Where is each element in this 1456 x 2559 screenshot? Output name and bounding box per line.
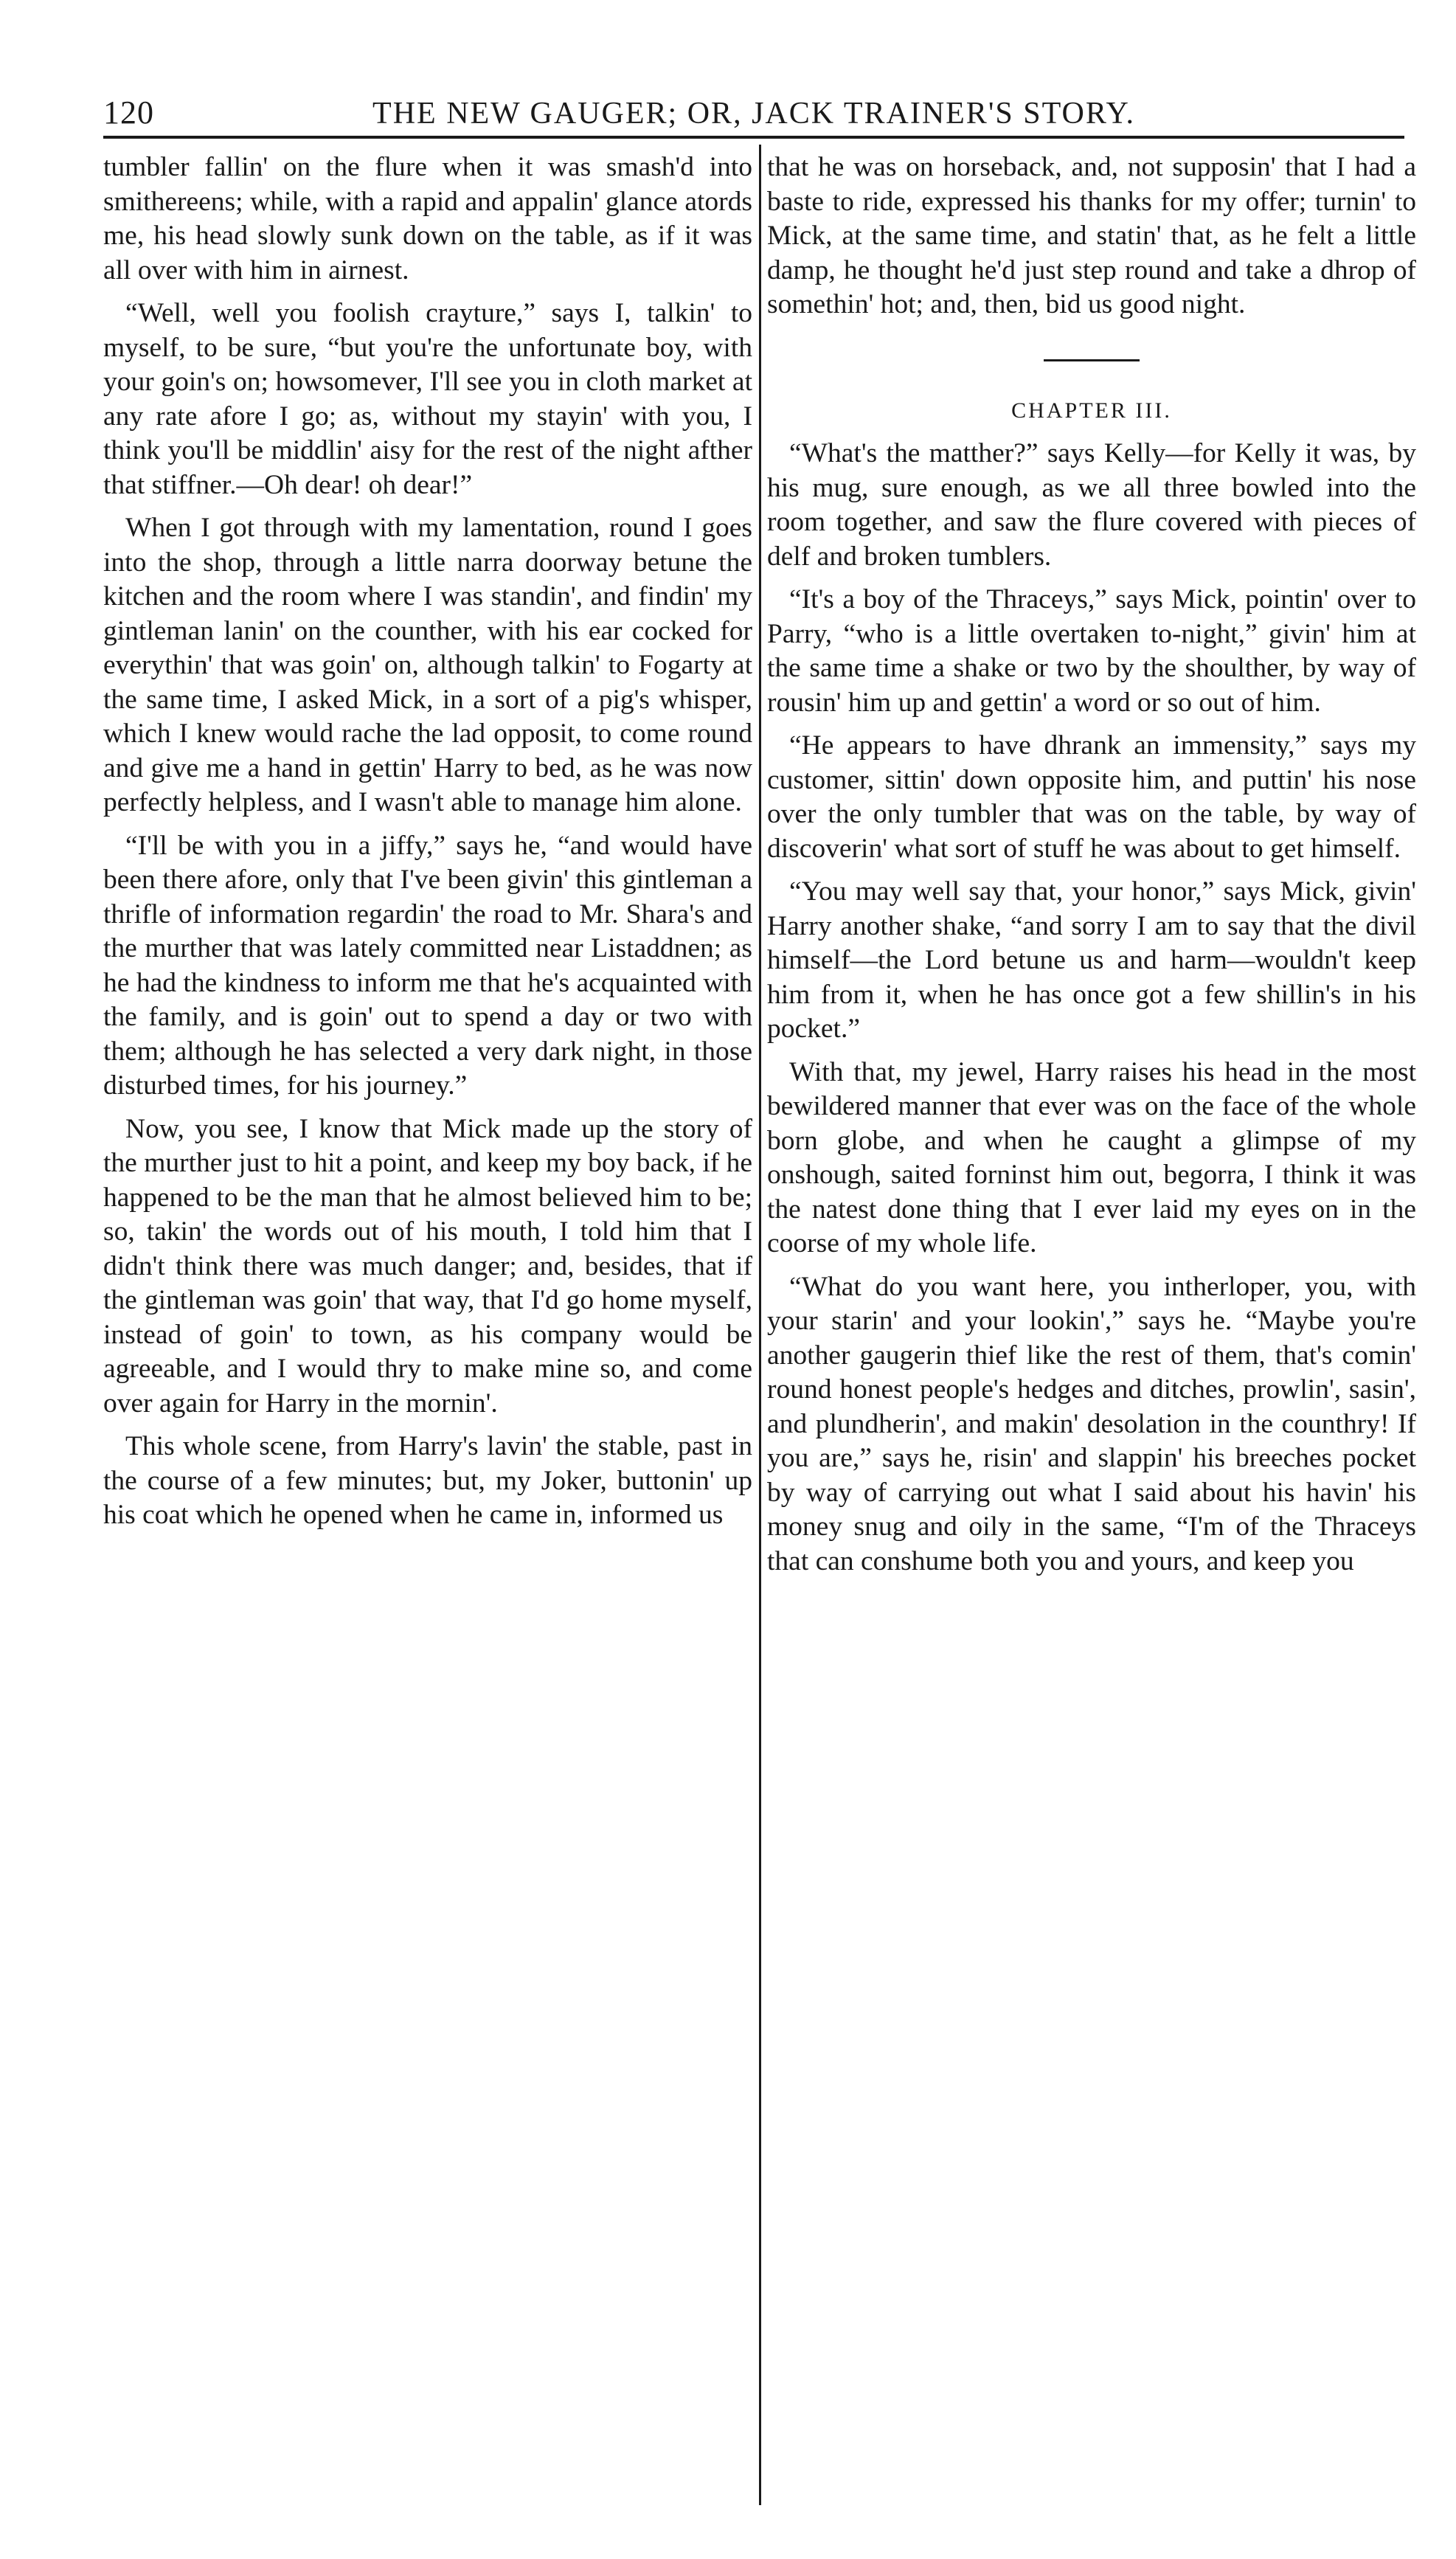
paragraph: that he was on horseback, and, not supposin' that I had a baste to ride, expressed his thanks for my offer; turnin' to Mick, at the same time, and statin' that, as he felt a little damp, he thought he'd just step round and take a dhrop of somethin' hot; and, then, bid us good night.: [767, 152, 1416, 319]
left-column: [103, 150, 752, 1533]
page-number: 120: [103, 94, 154, 131]
chapter-heading: CHAPTER III.: [1011, 398, 1172, 423]
column-divider: [759, 145, 761, 2505]
paragraph: “I'll be with you in a jiffy,” says he, “and would have been there afore, only that I've been givin' this gintleman a thrifle of information regardin' the road to Mr. Shara's and the murther that was lately committed near Listaddnen; as he had the kindness to inform me that he's acquainted with the family, and is goin' out to spend a day or two with them; although he has selected a very dark night, in those disturbed times, for his journey.”: [103, 830, 752, 1101]
section-rule: [1044, 359, 1140, 361]
paragraph: Now, you see, I know that Mick made up the story of the murther just to hit a point, and keep my boy back, if he happened to be the man that he almost believed him to be; so, takin' the words out of his mouth, I told him that I didn't think there was much danger; and, besides, that if the gintleman was goin' that way, that I'd go home myself, instead of goin' to town, as his company would be agreeable, and I would thry to make mine so, and come over again for Harry in the mornin'.: [103, 1113, 753, 1419]
running-title: THE NEW GAUGER; OR, JACK TRAINER'S STORY.: [372, 97, 1135, 131]
paragraph: “What do you want here, you intherloper, you, with your starin' and your lookin',” says he. “Maybe you're another gaugerin thief like the rest of them, that's comin' round honest people's hedges and ditches, prowlin', sasin', and plundherin', and makin' desolation in the counthry! If you are,” says he, risin' and slappin' his breeches pocket by way of carrying out what I said about his havin' his money snug and oily in the same, “I'm of the Thraceys that can conshume both you and yours, and keep you: [767, 1271, 1416, 1576]
paragraph: With that, my jewel, Harry raises his head in the most bewildered manner that ever was on the face of the whole born globe, and when he caught a glimpse of my onshough, saited forninst him out, begorra, I think it was the natest done thing that I ever laid my eyes on in the coorse of my whole life.: [767, 1056, 1416, 1258]
running-header: [103, 80, 1404, 131]
paragraph: When I got through with my lamentation, round I goes into the shop, through a little narra doorway betune the kitchen and the room where I was standin', and findin' my gintleman lanin' on the counther, with his ear cocked for everythin' that was goin' on, although talkin' to Fogarty at the same time, I asked Mick, in a sort of a pig's whisper, which I knew would rache the lad opposit, to come round and give me a hand in gettin' Harry to bed, as he was now perfectly helpless, and I wasn't able to manage him alone.: [103, 513, 752, 817]
paragraph: “Well, well you foolish crayture,” says I, talkin' to myself, to be sure, “but you're the unfortunate boy, with your goin's on; howsomever, I'll see you in cloth market at any rate afore I go; as, without my stayin' with you, I think you'll be middlin' aisy for the rest of the night afther that stiffner.—Oh dear! oh dear!”: [103, 298, 752, 500]
paragraph: “He appears to have dhrank an immensity,” says my customer, sittin' down opposite him, and puttin' his nose over the only tumbler that was on the table, by way of discoverin' what sort of stuff he was about to get himself.: [767, 730, 1416, 864]
header-rule: [103, 136, 1404, 139]
paragraph: “It's a boy of the Thraceys,” says Mick, pointin' over to Parry, “who is a little overtaken to-night,” givin' him at the same time a shake or two by the shoulther, by way of rousin' him up and gettin' a word or so out of him.: [767, 584, 1416, 718]
paragraph: “What's the matther?” says Kelly—for Kelly it was, by his mug, sure enough, as we all three bowled into the room together, and saw the flure covered with pieces of delf and broken tumblers.: [767, 438, 1416, 572]
paragraph: tumbler fallin' on the flure when it was smash'd into smithereens; while, with a rapid and appalin' glance atords me, his head slowly sunk down on the table, as if it was all over with him in airnest.: [103, 152, 752, 285]
paragraph: “You may well say that, your honor,” says Mick, givin' Harry another shake, “and sorry I am to say that the divil himself—the Lord betune us and harm—wouldn't keep him from it, when he has once got a few shillin's in his pocket.”: [767, 876, 1416, 1044]
paragraph: This whole scene, from Harry's lavin' the stable, past in the course of a few minutes; but, my Joker, buttonin' up his coat which he opened when he came in, informed us: [103, 1431, 752, 1530]
right-column: [767, 150, 1416, 1579]
